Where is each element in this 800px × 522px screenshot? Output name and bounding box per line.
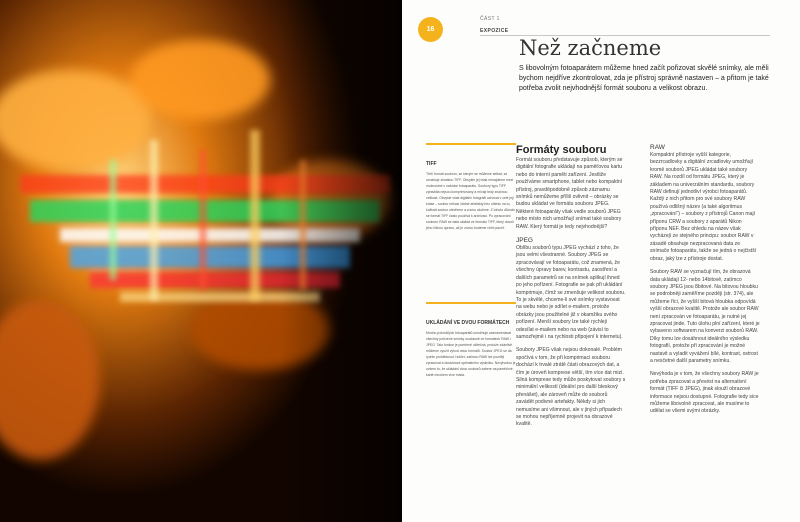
sidebar-text: Třetí formát souboru, se kterým se můžeme setkat, se označuje zkratkou TIFF. Obvykle jej však nenajdeme mezi možnostmi v nabídce fotoaparátu. Soubory typu TIFF zpravidla nejsou komprimovány a mívají tedy značnou velikost. Obvykle však digitální fotografii uchovat v celé její kráse – soubor nekazí žádné artefakty bez ohledu na to, kolikrát soubor otevřeme a znovu uložíme. Z tohoto důvodu se formát TIFF často používá k archivaci. Po zpracování souboru RAW se data ukládá ve formátu TIFF, který dovolí jeho řídkou úpravu, až je znovu budeme chtít použít.: [426, 172, 516, 230]
subheading-raw: RAW: [650, 144, 665, 151]
sidebar-title: TIFF: [426, 161, 437, 167]
sidebar-title: UKLÁDÁNÍ VE DVOU FORMÁTECH: [426, 320, 510, 326]
body-paragraph: Kompaktní přístroje vyšší kategorie, bezzrcadlovky a digitální zrcadlovky umožňují kromě souborů JPEG ukládat také soubory RAW. Na rozdíl od formátu JPEG, který je základem na univerzálním standardu, soubory RAW definují jednotliví výrobci fotoaparátů. Každý z nich přitom pro své soubory RAW používá odlišný název (a také algoritmus „zpracování“) – soubory z přístrojů Canon mají příponu CRW a soubory z aparátů Nikon příponu NEF. Bez ohledu na název však vycházejí ze stejného principu: soubor RAW v zásadě obsahuje nezpracovaná data ze snímače fotoaparátu, takže se jedná o nejčistší obraz, jaký lze z přístroje dostat.: [650, 152, 757, 262]
body-paragraph: Soubory JPEG však nejsou dokonalé. Problém spočívá v tom, že při komprimaci souboru dochází k trvalé ztrátě části obrazových dat, a čím je úroveň komprese větší, tím více dat mizí. Silná komprese tedy může poskytovat soubory s minimální velikostí (ideální pro další bleskový přenášet), ale zároveň může do souborů zavádět podivné artefakty. Někdy si jich nemusíme ani všimnout, ale v jiných případech se mohou nepříjemně projevit na obrazové kvalitě.: [516, 347, 626, 428]
subheading-jpeg: JPEG: [516, 237, 533, 245]
page-title: Než začneme: [519, 36, 662, 60]
intro-paragraph: S libovolným fotoaparátem můžeme hned začít pořizovat skvělé snímky, ale měli bychom nejdříve zkontrolovat, zda je přístroj správně nastaven – a přitom je také potřeba zvolit nejvhodnější formát souboru a velikost obrazu.: [519, 65, 769, 92]
section-label: EXPOZICE: [480, 28, 509, 34]
text-page: [402, 0, 800, 522]
page-number-badge: 16: [418, 17, 443, 42]
sidebar-tiff: [426, 143, 516, 231]
part-label: ČÁST 1: [480, 16, 500, 22]
body-paragraph: Oblíbu souborů typu JPEG vychází z toho, že jsou velmi všestranné. Soubory JPEG se zpracovávají ve fotoaparátu, což znamená, že všechny úpravy barev, kontrastu, zaostření a dalších parametrů se na snímek aplikují ihned po jeho pořízení. Fotografie se pak při ukládání komprimuje, čímž se zmenšuje velikost souboru. To je skvělé, chceme-li své snímky vystavovat na webu nebo je sdílet e-mailem, protože obrázky jsou použitelné již v okamžiku svého pořízení. Menší soubory lze také rychleji odesílat e-mailem nebo na web (závisí to samozřejmě i na rychlosti připojení k internetu).: [516, 245, 626, 340]
text-column-right: [650, 144, 760, 422]
section-heading: Formáty souboru: [516, 144, 607, 156]
sidebar-dual-format: [426, 302, 516, 378]
body-paragraph: Nevýhoda je v tom, že všechny soubory RAW je potřeba zpracovat a převést na alternativní formát (TIFF či JPEG), jinak slouží obrazové informace nejsou dostupné. Fotografie tedy sice můžeme libovolně zpracovat, ale musíme to udělat se všemi svými obrázky.: [650, 371, 759, 415]
sidebar-text: Mnoho pokročilých fotoaparátů umožňuje zaznamenávat všechny pořízené snímky současně ve formátech RAW i JPEG. Tato funkce je poměrně užitečná, protože zdánlivě můžeme využít výhod obou formátů. Soubor JPEG se dá rychle prohlédnout i sdílet, zatímco RAW lze později zpracovat a dosáhnout optimálního výsledku. Nevýhodou je ovšem to, že ukládání dvou souborů zabere na paměťové kartě mnohem více místa.: [426, 331, 516, 377]
text-column-left: [516, 144, 626, 435]
sidebar-accent-rule: [426, 143, 516, 145]
sidebar-accent-rule: [426, 302, 516, 304]
body-paragraph: Soubory RAW se vyznačují tím, že obrazová data ukládají 12- nebo 14bitově, zatímco soubory JPEG jsou 8bitové. Na bitovou hloubku se podrobněji zaměříme později (str. 374), ale můžeme říci, že vyšší bitová hloubka odpovídá vyšší obrazové kvalitě. Protože ale soubor RAW není zpracován ve fotoaparátu, je nutné jej zpracovat jinde. Tuto úlohu plní zařízení, které je vybaveno softwarem na konverzi souborů RAW. Díky tomu lze dosáhnout ideálního výsledku fotografií, protože při zpracování je možné nastavit a vyladit vyvážení bílé, kontrast, ostrost a nesčetné další parametry snímku.: [650, 269, 760, 364]
body-paragraph: Formát souboru představuje způsob, kterým se digitální fotografie ukládají na paměťovou kartu nebo do interní paměti zařízení. Jestliže používáme smartphone, tablet nebo kompaktní přístroj, pravděpodobně způsob záznamu snímků nemůžeme příliš ovlivnit – obrázky se budou ukládat ve formátu souboru JPEG. Některé fotoaparáty však vedle souborů JPEG nebo místo nich umožňují snímat také soubory RAW. Který formát je tedy nejvhodnější?: [516, 157, 623, 230]
